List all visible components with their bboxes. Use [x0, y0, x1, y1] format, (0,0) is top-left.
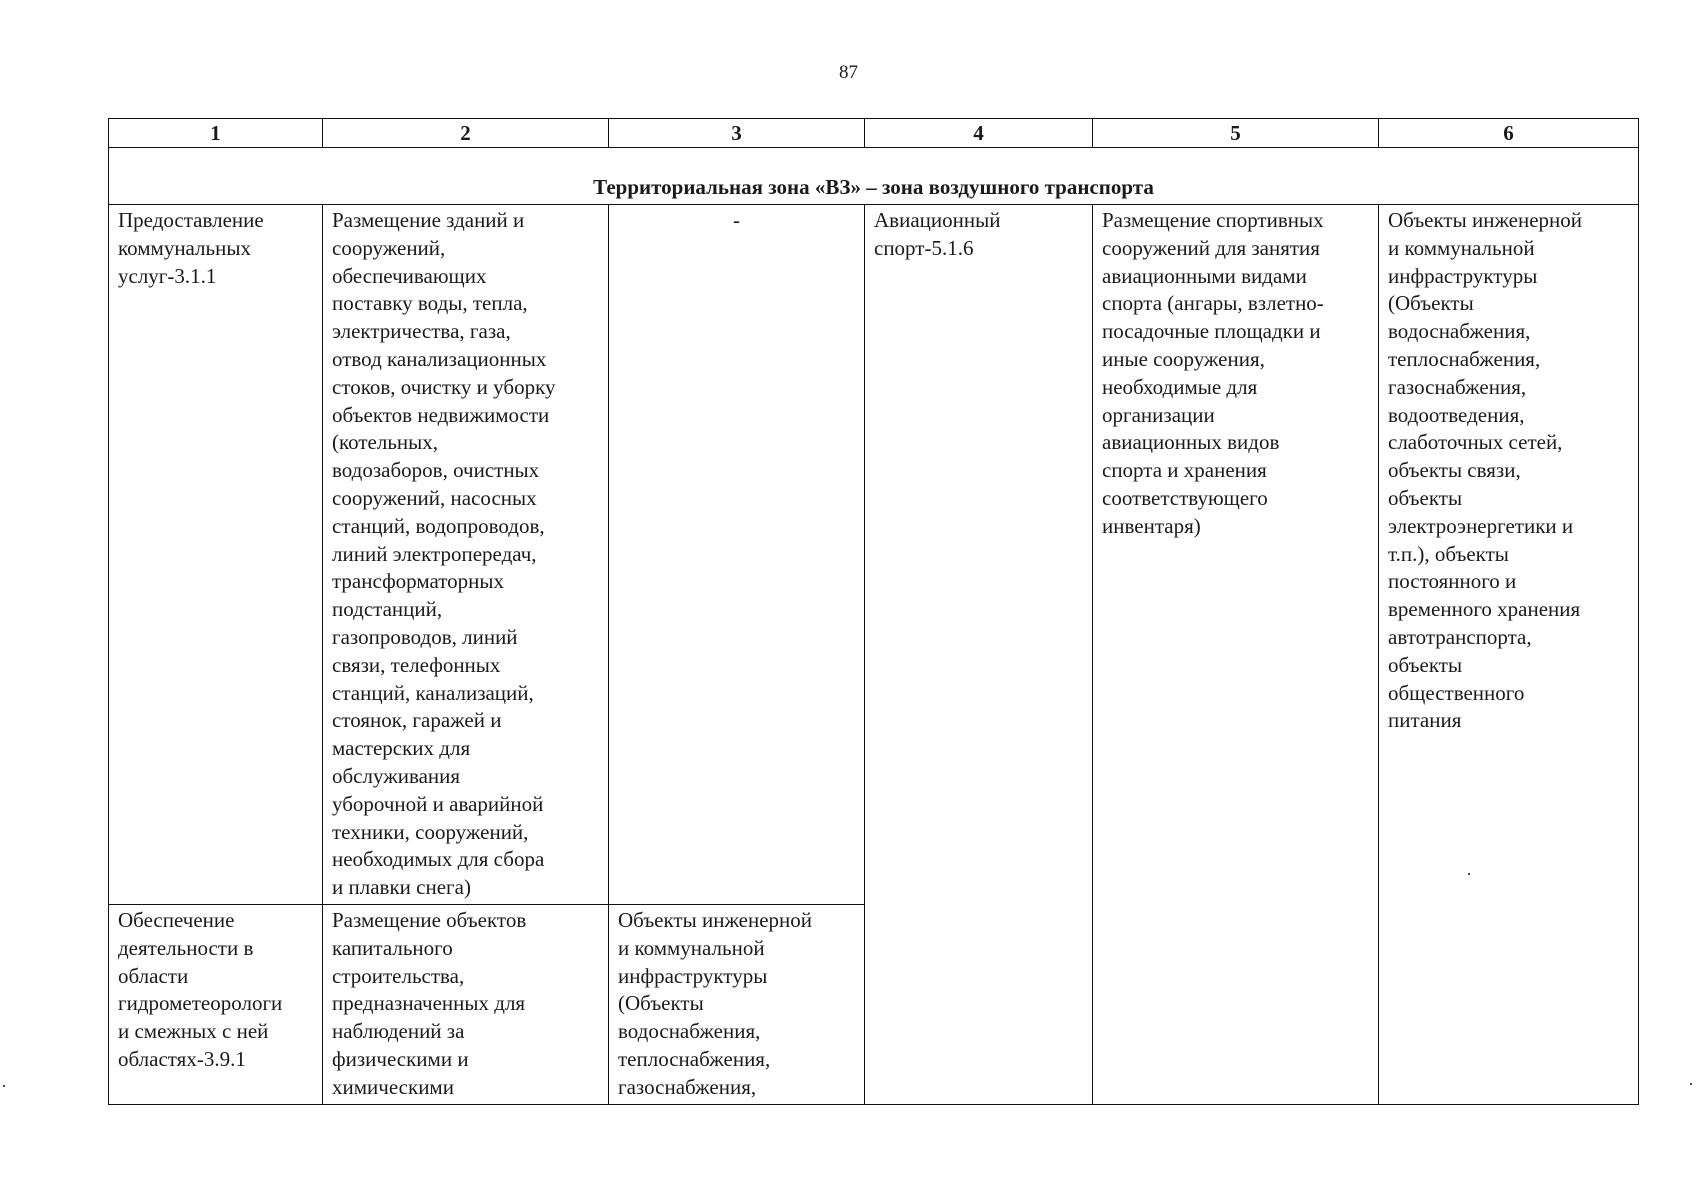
table-cell-use-type — [109, 205, 323, 905]
scan-artifact-dot — [1468, 873, 1470, 875]
zone-title: Территориальная зона «ВЗ» – зона воздушного транспорта — [109, 148, 1639, 205]
column-number-5: 5 — [1093, 119, 1379, 148]
column-number-6: 6 — [1379, 119, 1639, 148]
cell-text: Авиационный спорт-5.1.6 — [874, 208, 1001, 260]
column-number-row — [109, 119, 1639, 148]
table-cell-auxiliary — [609, 205, 865, 905]
column-number-3: 3 — [609, 119, 865, 148]
cell-text: Размещение спортивных сооружений для занятия авиационными видами спорта (ангары, взлетно- посадочные площадки и иные сооружения, необходимые для организации авиационных видов спорта и хранения соответствующего инвентаря) — [1102, 208, 1324, 538]
cell-text: Предоставление коммунальных услуг-3.1.1 — [118, 208, 264, 288]
table-cell-description — [323, 904, 609, 1104]
scan-artifact-dot — [1690, 1083, 1692, 1085]
column-number-2: 2 — [323, 119, 609, 148]
cell-text: Размещение объектов капитального строительства, предназначенных для наблюдений за физическими и химическими — [332, 907, 527, 1099]
scan-artifact-dot — [3, 1085, 5, 1087]
table-cell-conditional-use — [865, 205, 1093, 1105]
table-cell-conditional-description — [1093, 205, 1379, 1105]
cell-text: - — [733, 208, 740, 232]
cell-text: Обеспечение деятельности в области гидрометеорологи и смежных с ней областях-3.9.1 — [118, 907, 283, 1071]
cell-text: Объекты инженерной и коммунальной инфраструктуры (Объекты водоснабжения, теплоснабжения, газоснабжения, — [618, 907, 813, 1099]
table-cell-auxiliary — [609, 904, 865, 1104]
column-number-4: 4 — [865, 119, 1093, 148]
column-number-1: 1 — [109, 119, 323, 148]
cell-text: Размещение зданий и сооружений, обеспечивающих поставку воды, тепла, электричества, газа, отвод канализационных стоков, очистку и уборку объектов недвижимости (котельных, водозаборов, очистных сооружений, насосных станций, водопроводов, линий электропередач, трансформаторных подстанций, газопроводов, линий связи, телефонных станций, канализаций, стоянок, гаражей и мастерских для обслуживания уборочной и аварийной техники, сооружений, необходимых для сбора и плавки снега) — [332, 208, 556, 900]
table-cell-use-type — [109, 904, 323, 1104]
table-row — [109, 205, 1639, 905]
land-use-table — [108, 118, 1639, 1105]
zone-title-row — [109, 148, 1639, 205]
cell-text: Объекты инженерной и коммунальной инфраструктуры (Объекты водоснабжения, теплоснабжения, газоснабжения, водоотведения, слаботочных сетей, объекты связи, объекты электроэнергетики и т.п.), объекты постоянного и временного хранения автотранспорта, объекты общественного питания — [1388, 208, 1583, 733]
table-cell-description — [323, 205, 609, 905]
table-cell-conditional-auxiliary — [1379, 205, 1639, 1105]
page-number: 87 — [839, 62, 858, 83]
